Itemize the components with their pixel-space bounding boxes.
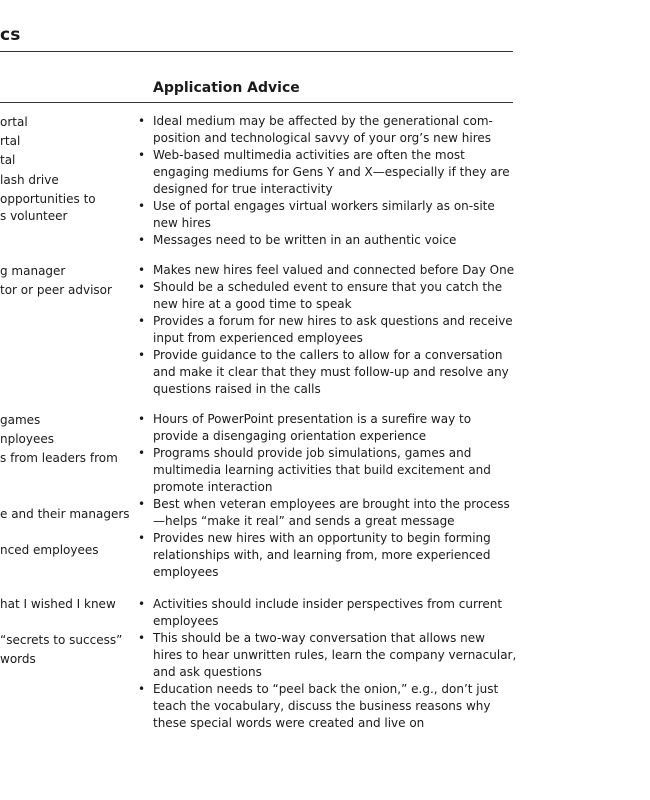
header-rule bbox=[0, 102, 513, 103]
advice-group-1 bbox=[138, 113, 518, 249]
page-title-fragment: cs bbox=[0, 25, 21, 45]
left-line: ortal bbox=[0, 115, 28, 129]
left-line: nced employees bbox=[0, 543, 99, 557]
top-rule bbox=[0, 51, 513, 52]
left-line: e and their managers bbox=[0, 507, 130, 521]
left-line: words bbox=[0, 652, 36, 666]
advice-bullet: • This should be a two-way conversation that allows new hires to hear unwritten rules, learn the company vernacular, and ask questions bbox=[138, 630, 518, 681]
advice-bullet: • Hours of PowerPoint presentation is a surefire way to provide a disengaging orientation experience bbox=[138, 411, 518, 445]
advice-bullet: • Use of portal engages virtual workers similarly as on-site new hires bbox=[138, 198, 518, 232]
left-line: g manager bbox=[0, 264, 66, 278]
advice-group-3 bbox=[138, 411, 518, 581]
advice-group-2 bbox=[138, 262, 518, 398]
advice-bullet: • Ideal medium may be affected by the generational com-position and technological savvy of your org’s new hires bbox=[138, 113, 518, 147]
left-line: s volunteer bbox=[0, 209, 68, 223]
advice-bullet: • Best when veteran employees are brought into the process—helps “make it real” and sends a great message bbox=[138, 496, 518, 530]
advice-group-4 bbox=[138, 596, 518, 732]
left-line: hat I wished I knew bbox=[0, 597, 116, 611]
advice-bullet: • Activities should include insider perspectives from current employees bbox=[138, 596, 518, 630]
left-line: games bbox=[0, 413, 41, 427]
advice-bullet: • Provide guidance to the callers to allow for a conversation and make it clear that they must follow-up and resolve any questions raised in the calls bbox=[138, 347, 518, 398]
column-header-application-advice: Application Advice bbox=[153, 80, 300, 96]
advice-bullet: • Messages need to be written in an authentic voice bbox=[138, 232, 518, 249]
advice-bullet: • Web-based multimedia activities are often the most engaging mediums for Gens Y and X—especially if they are designed for true interactivity bbox=[138, 147, 518, 198]
advice-bullet: • Should be a scheduled event to ensure that you catch the new hire at a good time to speak bbox=[138, 279, 518, 313]
advice-bullet: • Makes new hires feel valued and connected before Day One bbox=[138, 262, 518, 279]
advice-bullet: • Programs should provide job simulations, games and multimedia learning activities that build excitement and promote interaction bbox=[138, 445, 518, 496]
left-line: nployees bbox=[0, 432, 55, 446]
left-line: tor or peer advisor bbox=[0, 283, 112, 297]
left-line: “secrets to success” bbox=[0, 633, 123, 647]
advice-bullet: • Provides new hires with an opportunity to begin forming relationships with, and learning from, more experienced employees bbox=[138, 530, 518, 581]
left-line: s from leaders from bbox=[0, 451, 118, 465]
left-line: opportunities to bbox=[0, 192, 96, 206]
left-line: rtal bbox=[0, 134, 21, 148]
left-line: tal bbox=[0, 153, 16, 167]
advice-bullet: • Education needs to “peel back the onion,” e.g., don’t just teach the vocabulary, discuss the business reasons why these special words were created and live on bbox=[138, 681, 518, 732]
advice-bullet: • Provides a forum for new hires to ask questions and receive input from experienced employees bbox=[138, 313, 518, 347]
left-line: lash drive bbox=[0, 173, 59, 187]
